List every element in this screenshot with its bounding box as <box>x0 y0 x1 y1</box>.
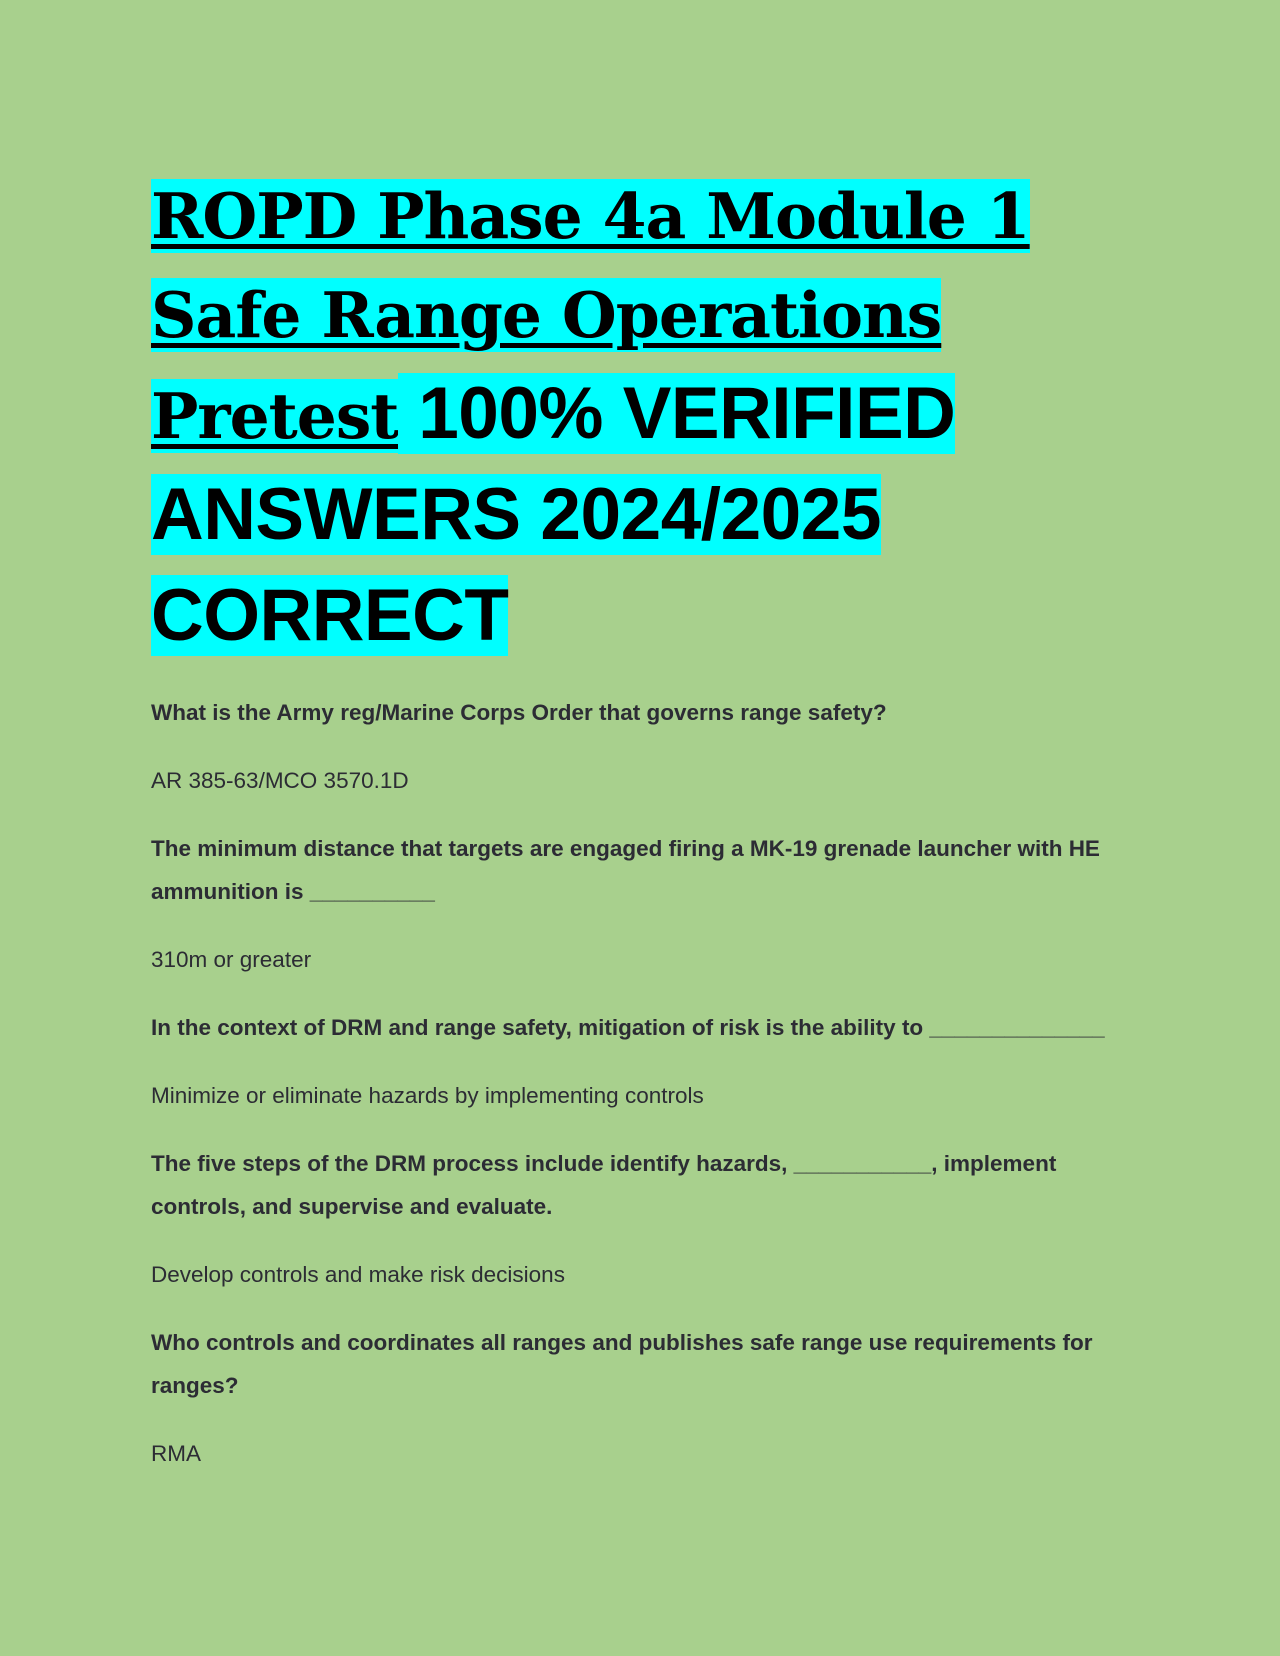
answer-text: RMA <box>151 1441 201 1466</box>
qa-item-2 <box>151 827 1151 981</box>
document-title <box>151 172 1151 673</box>
qa-item-3 <box>151 1006 1151 1117</box>
question-text: What is the Army reg/Marine Corps Order that governs range safety? <box>151 700 887 725</box>
title-line-3: Pretest <box>151 379 399 453</box>
title-line-6: CORRECT <box>151 575 509 656</box>
question-text: Who controls and coordinates all ranges and publishes safe range use requirements for ranges? <box>151 1330 1093 1398</box>
question-text: In the context of DRM and range safety, mitigation of risk is the ability to ______________ <box>151 1015 1105 1040</box>
answer-text: Develop controls and make risk decisions <box>151 1262 565 1287</box>
document-page <box>151 172 1151 1500</box>
answer-text: AR 385-63/MCO 3570.1D <box>151 768 409 793</box>
title-line-4: 100% VERIFIED <box>418 373 956 454</box>
answer-text: 310m or greater <box>151 947 312 972</box>
title-line-1: ROPD Phase 4a Module 1 <box>151 179 1030 253</box>
qa-item-1 <box>151 691 1151 802</box>
question-text: The five steps of the DRM process include identify hazards, ___________, implement controls, and supervise and evaluate. <box>151 1151 1057 1219</box>
title-line-5: ANSWERS 2024/2025 <box>151 474 881 555</box>
question-answer-list <box>151 691 1151 1475</box>
title-line-2: Safe Range Operations <box>151 278 942 352</box>
answer-text: Minimize or eliminate hazards by implementing controls <box>151 1083 704 1108</box>
question-text: The minimum distance that targets are engaged firing a MK-19 grenade launcher with HE ammunition is __________ <box>151 836 1100 904</box>
title-spacer <box>398 373 418 454</box>
qa-item-4 <box>151 1142 1151 1296</box>
qa-item-5 <box>151 1321 1151 1475</box>
